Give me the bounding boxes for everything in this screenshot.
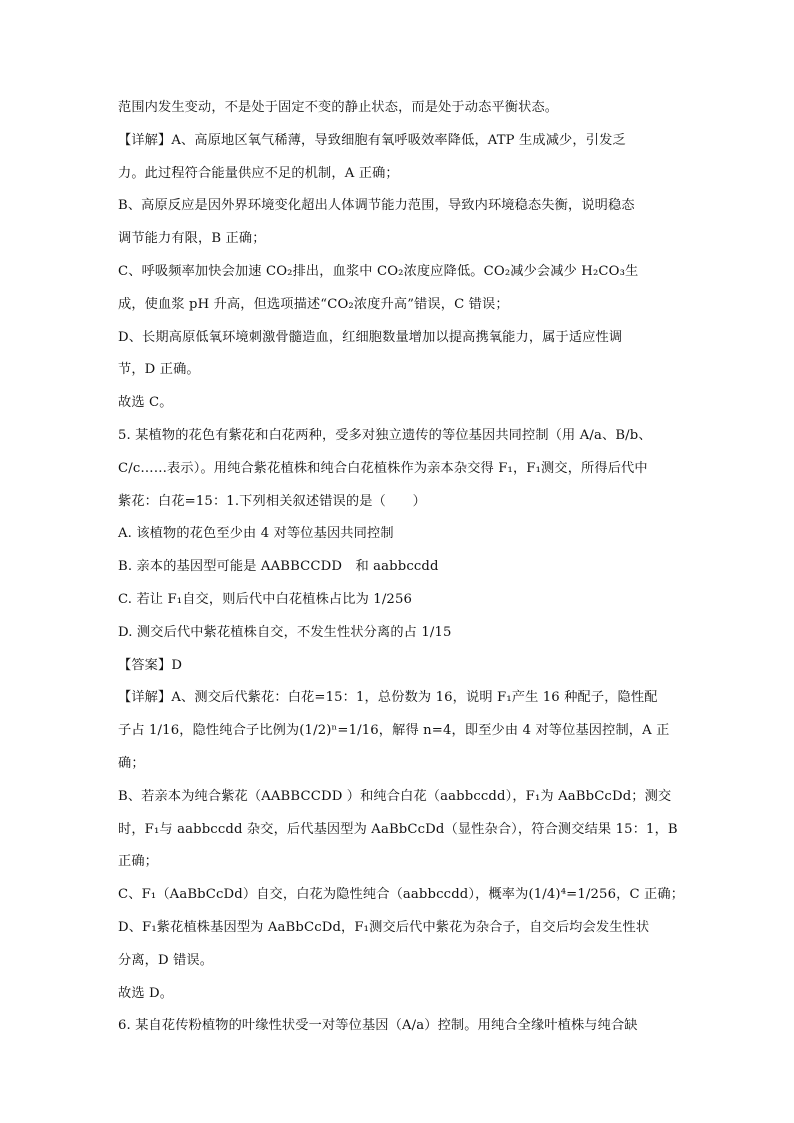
option-c: C. 若让 F₁自交，则后代中白花植株占比为 1/256 xyxy=(118,591,413,607)
text-line: 【详解】A、高原地区氧气稀薄，导致细胞有氧呼吸效率降低，ATP 生成减少，引发乏 xyxy=(118,132,626,148)
question-5-stem: C/c……表示）。用纯合紫花植株和纯合白花植株作为亲本杂交得 F₁，F₁测交，所得后代中 xyxy=(118,460,648,476)
question-5-stem: 紫花：白花=15：1.下列相关叙述错误的是（ ） xyxy=(118,493,426,509)
text-line: 力。此过程符合能量供应不足的机制，A 正确； xyxy=(118,165,399,181)
question-5-stem: 5. 某植物的花色有紫花和白花两种，受多对独立遗传的等位基因共同控制（用 A/a、B/b、 xyxy=(118,427,652,443)
explanation-line: 【详解】A、测交后代紫花：白花=15：1，总份数为 16，说明 F₁产生 16 种配子，隐性配 xyxy=(118,690,658,706)
text-line: 故选 C。 xyxy=(118,395,173,411)
explanation-line: B、若亲本为纯合紫花（AABBCCDD ）和纯合白花（aabbccdd），F₁为 AaBbCcDd；测交 xyxy=(118,788,672,804)
explanation-line: 子占 1/16，隐性纯合子比例为(1/2)ⁿ=1/16，解得 n=4，即至少由 4 对等位基因控制，A 正 xyxy=(118,723,670,739)
text-line: 范围内发生变动，不是处于固定不变的静止状态，而是处于动态平衡状态。 xyxy=(118,100,559,115)
answer-line: 【答案】D xyxy=(118,657,183,673)
explanation-line: 确； xyxy=(118,755,145,771)
question-6-stem: 6. 某自花传粉植物的叶缘性状受一对等位基因（A/a）控制。用纯合全缘叶植株与纯合缺 xyxy=(118,1018,638,1034)
text-line: C、呼吸频率加快会加速 CO₂排出，血浆中 CO₂浓度应降低。CO₂减少会减少 H₂CO₃生 xyxy=(118,263,639,279)
option-a: A. 该植物的花色至少由 4 对等位基因共同控制 xyxy=(118,526,394,542)
option-b: B. 亲本的基因型可能是 AABBCCDD 和 aabbccdd xyxy=(118,559,439,575)
explanation-line: 时，F₁与 aabbccdd 杂交，后代基因型为 AaBbCcDd（显性杂合），符合测交结果 15：1，B xyxy=(118,821,678,837)
text-line: 调节能力有限，B 正确； xyxy=(118,231,266,247)
explanation-line: C、F₁（AaBbCcDd）自交，白花为隐性纯合（aabbccdd），概率为(1/4)⁴=1/256，C 正确； xyxy=(118,887,685,903)
document-page xyxy=(118,98,685,1049)
explanation-line: 正确； xyxy=(118,854,159,870)
explanation-line: D、F₁紫花植株基因型为 AaBbCcDd，F₁测交后代中紫花为杂合子，自交后均会发生性状 xyxy=(118,919,650,935)
text-line: 成，使血浆 pH 升高，但选项描述“CO₂浓度升高”错误，C 错误； xyxy=(118,296,509,312)
text-line: D、长期高原低氧环境刺激骨髓造血，红细胞数量增加以提高携氧能力，属于适应性调 xyxy=(118,329,623,345)
text-line: 节，D 正确。 xyxy=(118,362,200,378)
text-line: 故选 D。 xyxy=(118,985,174,1001)
text-line: B、高原反应是因外界环境变化超出人体调节能力范围，导致内环境稳态失衡，说明稳态 xyxy=(118,198,635,214)
explanation-line: 分离，D 错误。 xyxy=(118,952,214,968)
option-d: D. 测交后代中紫花植株自交，不发生性状分离的占 1/15 xyxy=(118,624,452,640)
